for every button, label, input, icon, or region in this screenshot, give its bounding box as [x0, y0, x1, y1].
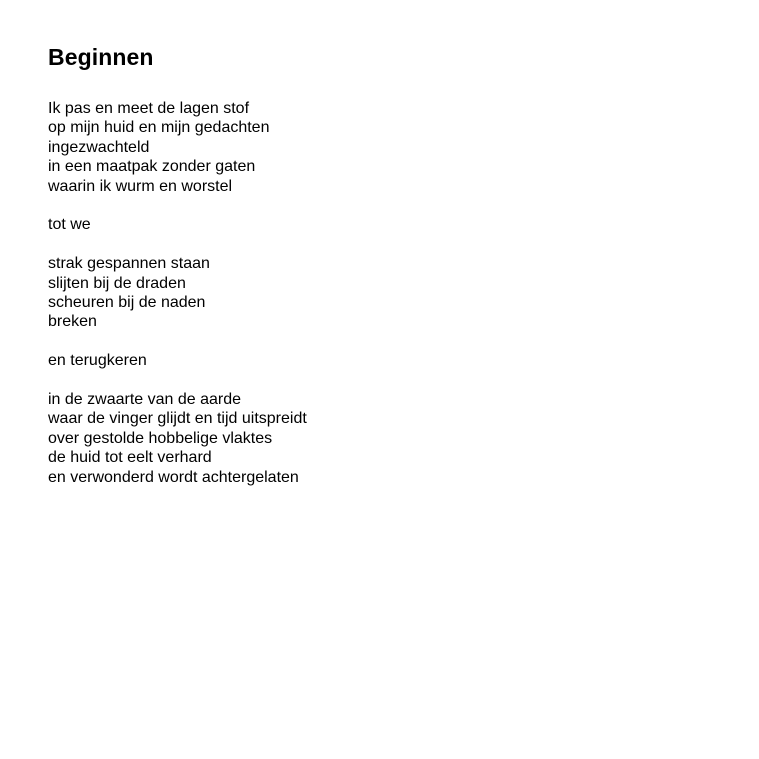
stanza-5 [48, 390, 708, 487]
poem-line: op mijn huid en mijn gedachten [48, 119, 270, 137]
poem-line: en terugkeren [48, 352, 147, 370]
poem-line: en verwonderd wordt achtergelaten [48, 468, 299, 486]
poem-line: over gestolde hobbelige vlaktes [48, 429, 273, 447]
stanza-1 [48, 99, 708, 196]
poem-line: Ik pas en meet de lagen stof [48, 100, 250, 117]
poem-line: in de zwaarte van de aarde [48, 391, 242, 409]
poem-line: scheuren bij de naden [48, 294, 206, 312]
stanza-2 [48, 215, 708, 234]
poem-line: de huid tot eelt verhard [48, 449, 212, 467]
poem-line: in een maatpak zonder gaten [48, 158, 256, 176]
poem-line: strak gespannen staan [48, 255, 210, 273]
poem-line: waarin ik wurm en worstel [48, 177, 233, 195]
stanza-3 [48, 254, 708, 332]
poem-line: breken [48, 313, 97, 331]
poem-line: ingezwachteld [48, 138, 150, 156]
stanza-4 [48, 351, 708, 370]
poem-title: Beginnen [48, 44, 154, 70]
poem-line: waar de vinger glijdt en tijd uitspreidt [48, 410, 307, 428]
poem-line: slijten bij de draden [48, 274, 186, 292]
poem-line: tot we [48, 216, 91, 234]
poem-body [48, 99, 708, 506]
